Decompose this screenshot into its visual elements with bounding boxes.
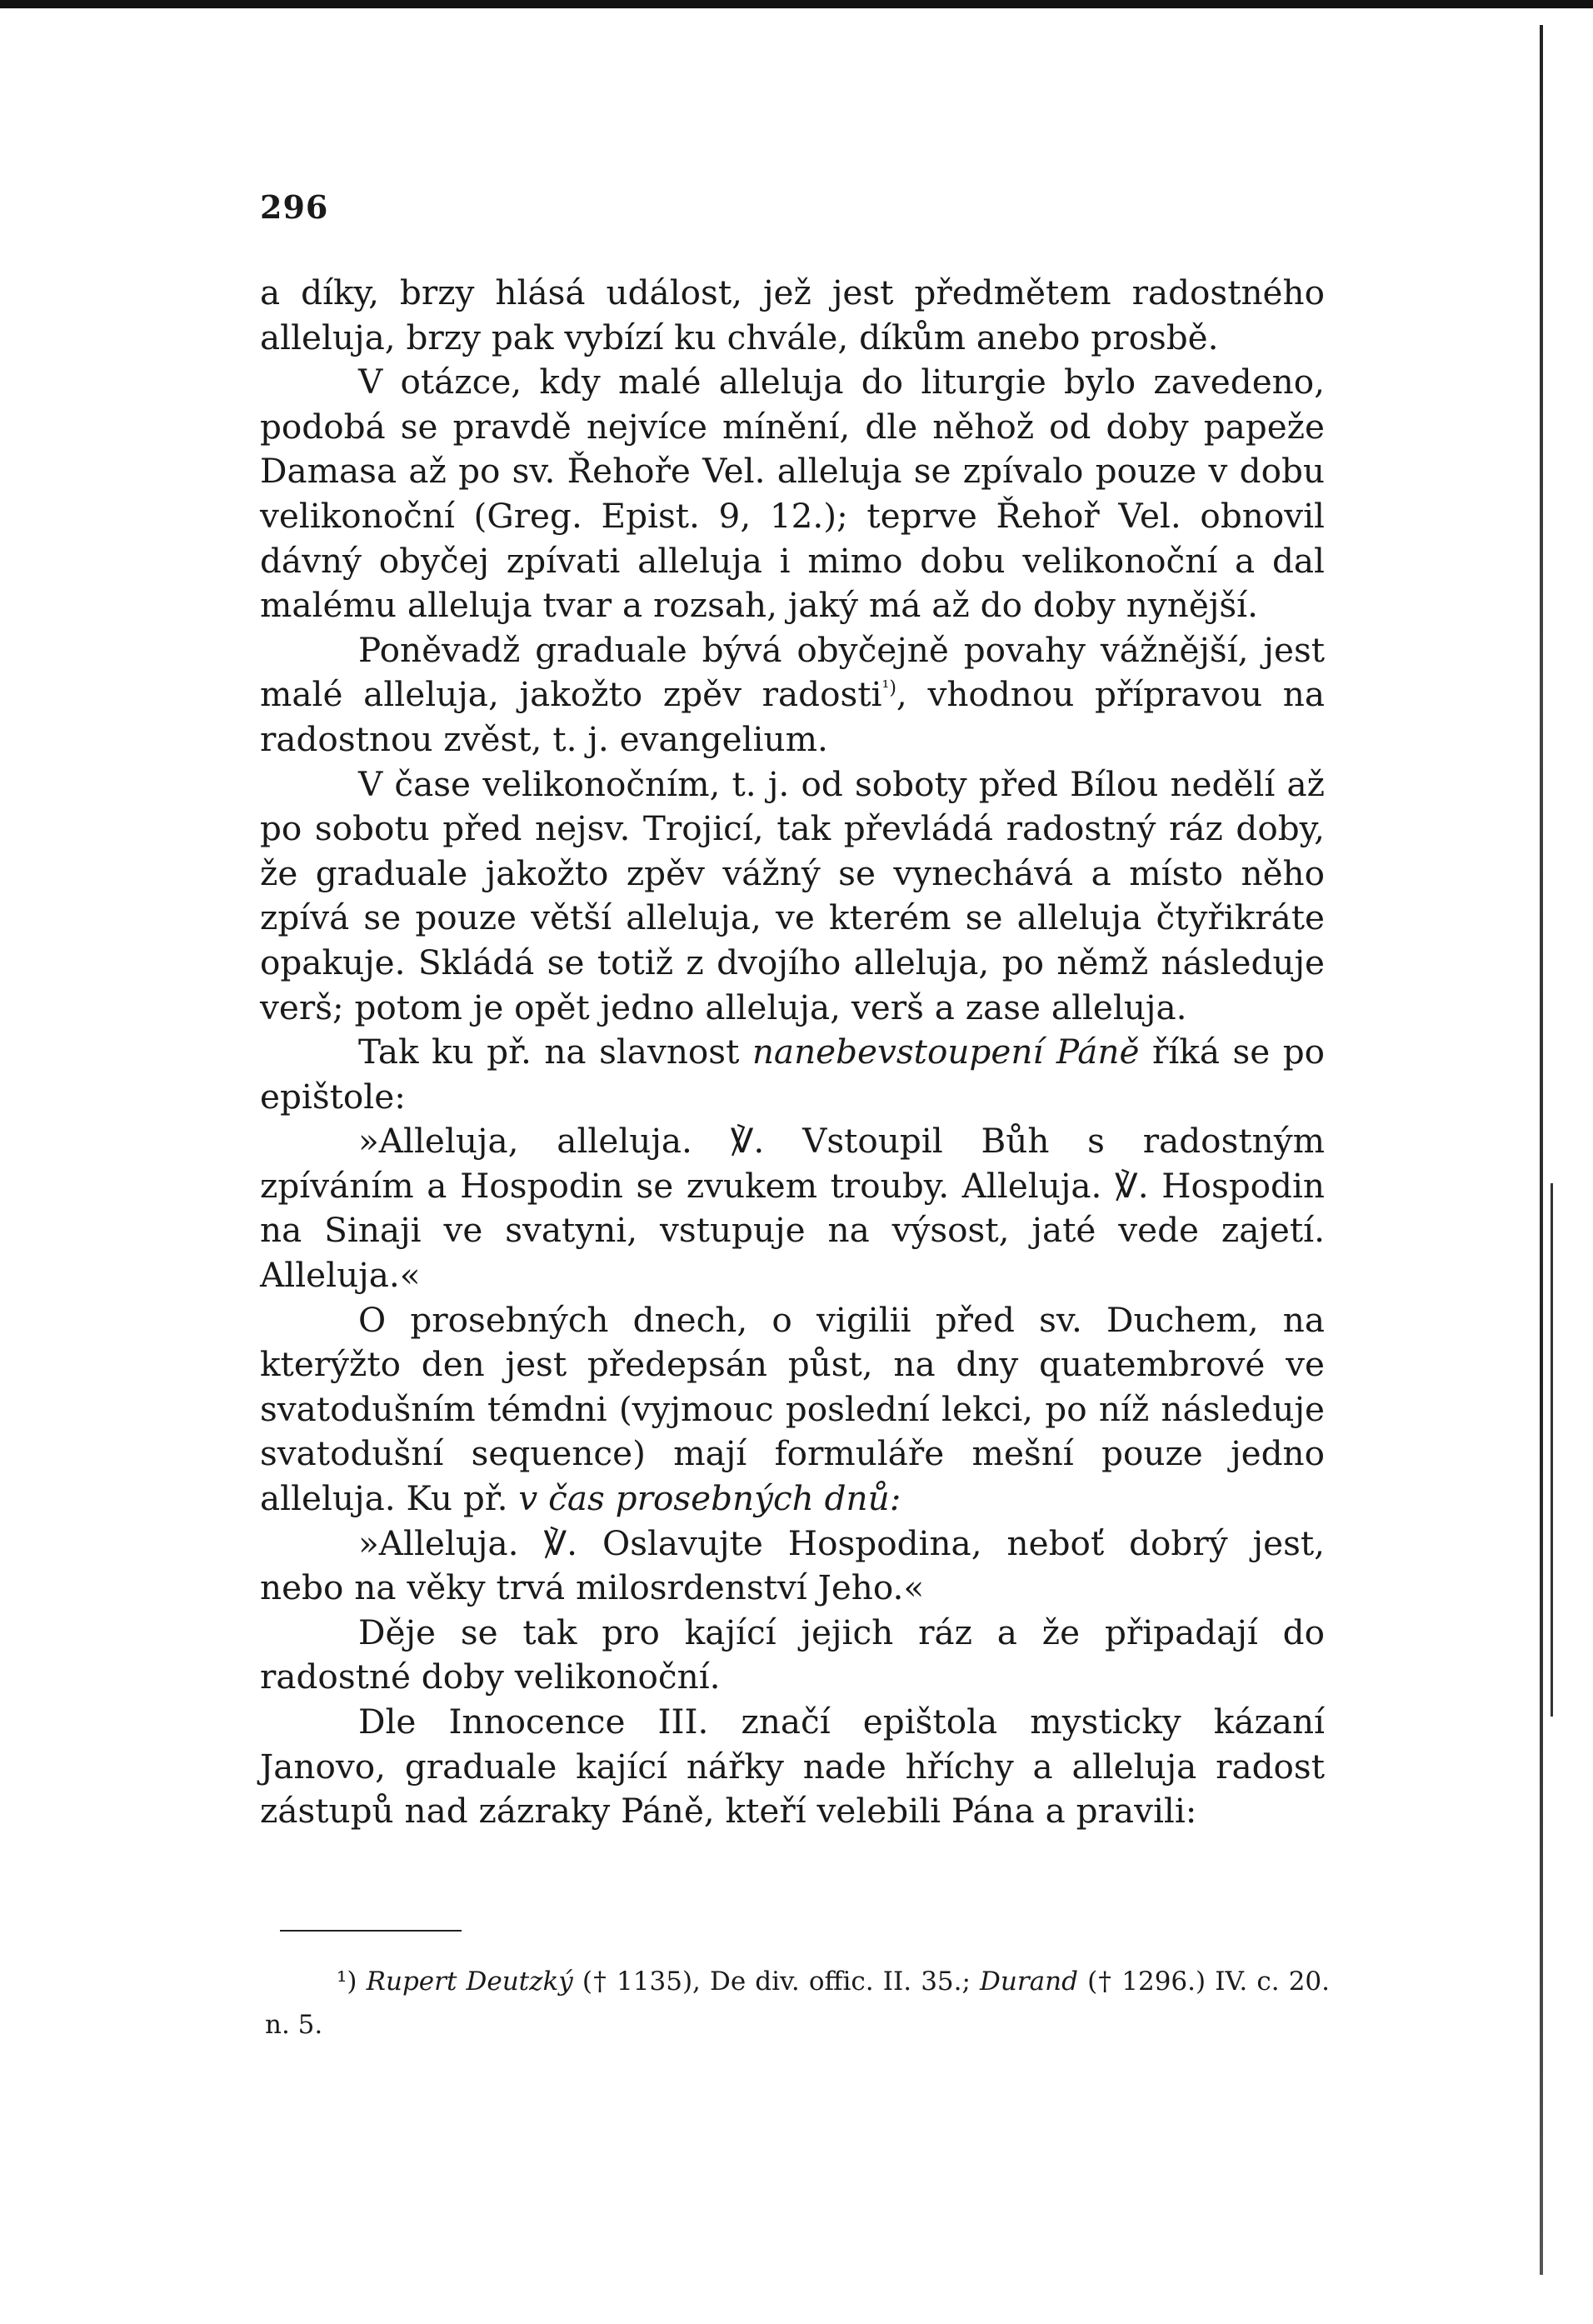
- paragraph-4: V čase velikonočním, t. j. od soboty před Bílou nedělí až po sobotu před nejsv. Trojicí, tak převládá radostný ráz doby, že graduale jakožto zpěv vážný se vynechává a místo něho zpívá se pouze větší alleluja, ve kterém se alleluja čtyřikráte opakuje. Skládá se totiž z dvojího alleluja, po němž následuje verš; potom je opět jedno alleluja, verš a zase alleluja.: [260, 763, 1325, 1027]
- paragraph-6: [260, 1298, 1325, 1522]
- page-top-edge: [0, 0, 1593, 8]
- quotation-1: »Alleluja, alleluja. ℣. Vstoupil Bůh s radostným zpíváním a Hospodin se zvukem trouby. Alleluja. ℣. Hospodin na Sinaji ve svatyni, vstupuje na výsost, jaté vede zajetí. Alleluja.«: [260, 1121, 1325, 1296]
- paragraph-5: [260, 1030, 1325, 1119]
- paragraph-3: [260, 628, 1325, 762]
- page-number: 296: [260, 188, 329, 226]
- rogation-days: v čas prosebných dnů:: [518, 1478, 901, 1519]
- paragraph-8: Dle Innocence III. značí epištola mysticky kázaní Janovo, graduale kající nářky nade hříchy a alleluja radost zástupů nad zázraky Páně, kteří velebili Pána a pravili:: [260, 1702, 1325, 1832]
- paragraph-1: a díky, brzy hlásá událost, jež jest předmětem radostného alleluja, brzy pak vybízí ku chvále, díkům anebo prosbě.: [260, 272, 1325, 357]
- paragraph-3-part-b: , vhodnou přípravou na radostnou zvěst, t. j. evangelium.: [260, 674, 1325, 759]
- footnote: [265, 1960, 1330, 2047]
- footnote-divider: [280, 1930, 462, 1932]
- paragraph-6-part-a: O prosebných dnech, o vigilii před sv. Duchem, na kterýžto den jest předepsán půst, na dny quatembrové ve svatodušním témdni (vyjmouc poslední lekci, po níž následuje svatodušní sequence) mají formuláře mešní pouze jedno alleluja. Ku př.: [260, 1299, 1325, 1519]
- feast-name: nanebevstoupení Páně: [752, 1032, 1140, 1072]
- footnote-ref: ¹): [881, 677, 896, 699]
- footnote-marker: ¹): [337, 1967, 357, 1997]
- footnote-end: († 1296.) IV. c. 20. n. 5.: [265, 1967, 1330, 2040]
- paragraph-3-part-a: Poněvadž graduale bývá obyčejně povahy vážnější, jest malé alleluja, jakožto zpěv radosti: [260, 629, 1325, 715]
- paragraph-5-part-a: Tak ku př. na slavnost: [358, 1032, 752, 1072]
- quotation-2: »Alleluja. ℣. Oslavujte Hospodina, neboť dobrý jest, nebo na věky trvá milosrdenství Jeho.«: [260, 1522, 1325, 1608]
- page-right-edge-inner: [1551, 1183, 1553, 1717]
- paragraph-2: V otázce, kdy malé alleluja do liturgie bylo zavedeno, podobá se pravdě nejvíce mínění, dle něhož od doby papeže Damasa až po sv. Řehoře Vel. alleluja se zpívalo pouze v dobu velikonoční (Greg. Epist. 9, 12.); teprve Řehoř Vel. obnovil dávný obyčej zpívati alleluja i mimo dobu velikonoční a dal malému alleluja tvar a rozsah, jaký má až do doby nynější.: [260, 362, 1325, 626]
- paragraph-7: Děje se tak pro kající jejich ráz a že připadají do radostné doby velikonoční.: [260, 1612, 1325, 1697]
- page-right-edge: [1540, 25, 1543, 2275]
- footnote-author-rupert: Rupert Deutzký: [366, 1967, 573, 1997]
- body-text: [260, 271, 1325, 1834]
- footnote-author-durand: Durand: [980, 1967, 1078, 1997]
- footnote-mid: († 1135), De div. offic. II. 35.;: [572, 1967, 981, 1997]
- paragraph-5-part-b: říká se po epištole:: [260, 1032, 1326, 1117]
